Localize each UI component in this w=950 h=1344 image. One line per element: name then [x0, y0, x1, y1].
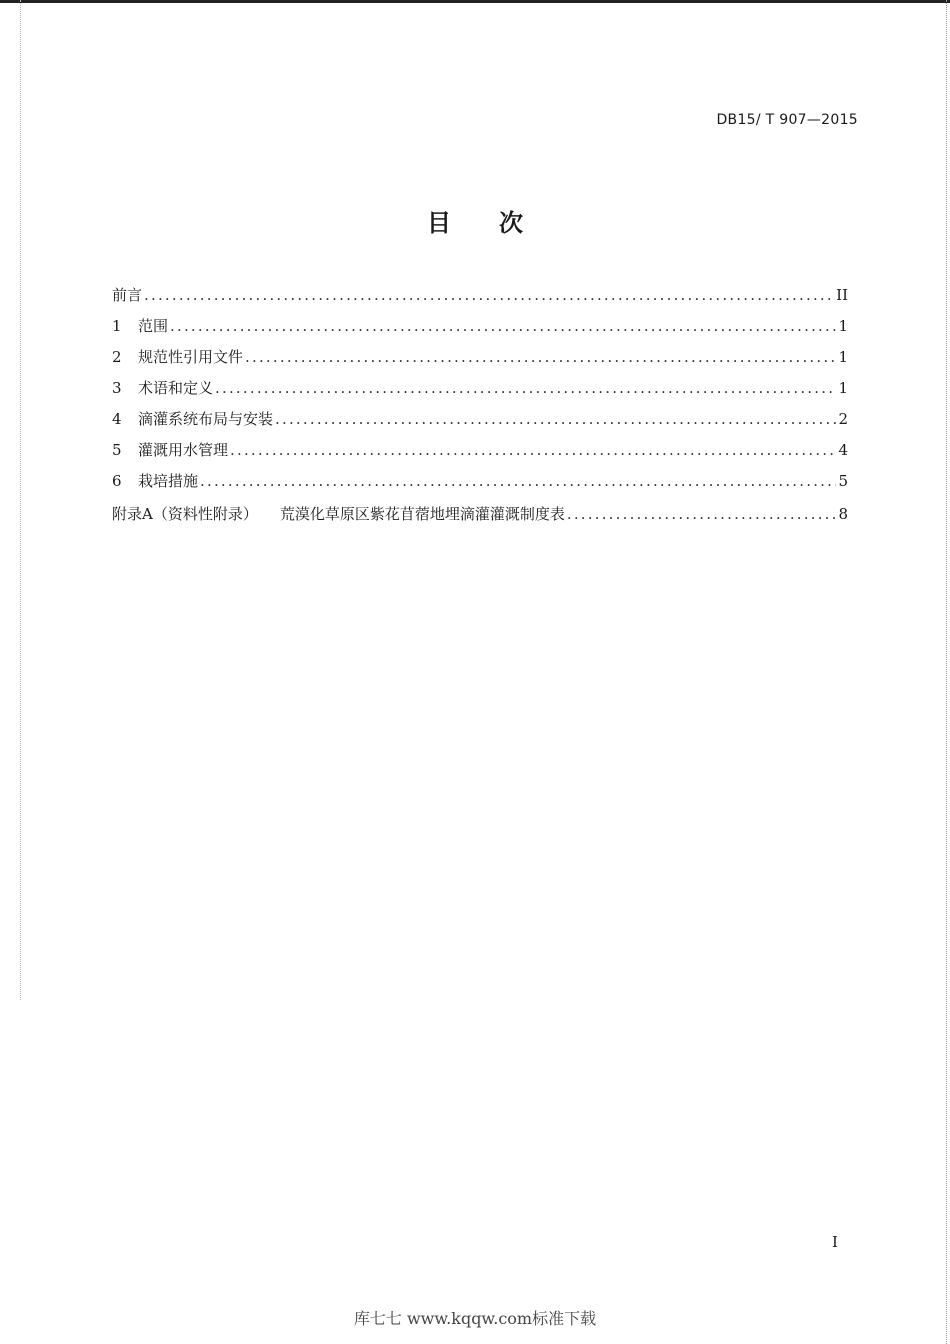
toc-entry-label: 范围 — [138, 317, 169, 335]
dot-leader — [144, 286, 834, 304]
toc-entry-page: 8 — [838, 505, 848, 523]
page-title: 目次 — [427, 208, 571, 237]
toc-entry-page: 1 — [838, 317, 848, 335]
toc-entry-label: 前言 — [112, 286, 143, 304]
toc-entry-page: 4 — [838, 441, 848, 459]
dot-leader — [215, 379, 836, 397]
toc-entry-page: 1 — [838, 348, 848, 366]
toc-entry[interactable] — [112, 377, 848, 408]
toc-entry-page: II — [836, 286, 848, 304]
toc-entry-label: 术语和定义 — [138, 379, 214, 397]
toc-entry-appendix-a[interactable] — [112, 503, 848, 534]
toc-entry[interactable] — [112, 470, 848, 501]
scan-right-edge — [946, 0, 948, 1344]
toc-entry-page: 1 — [838, 379, 848, 397]
dot-leader — [275, 410, 836, 428]
toc-entry-number: 3 — [112, 379, 122, 397]
toc-entry-label: 灌溉用水管理 — [138, 441, 229, 459]
toc-entry-number: 5 — [112, 441, 122, 459]
dot-leader — [245, 348, 836, 366]
dot-leader — [567, 505, 837, 523]
toc-entry-page: 2 — [838, 410, 848, 428]
toc-entry-number: 6 — [112, 472, 122, 490]
dot-leader — [200, 472, 836, 490]
toc-entry-page: 5 — [838, 472, 848, 490]
scan-left-edge — [20, 0, 22, 1000]
toc-entry-label: 栽培措施 — [138, 472, 199, 490]
toc-entry-label: 荒漠化草原区紫花苜蓿地埋滴灌灌溉制度表 — [279, 505, 565, 523]
toc-entry[interactable] — [112, 315, 848, 346]
footer-watermark: 库七七 www.kqqw.com标准下载 — [353, 1309, 597, 1328]
toc-entry-label: 规范性引用文件 — [138, 348, 244, 366]
toc-entry-number: 2 — [112, 348, 122, 366]
toc-entry-number: 4 — [112, 410, 122, 428]
scan-top-border — [0, 0, 950, 3]
toc-entry[interactable] — [112, 346, 848, 377]
page-number: I — [832, 1233, 838, 1251]
toc-entry-number: 1 — [112, 317, 122, 335]
toc-entry[interactable] — [112, 439, 848, 470]
toc-entry[interactable] — [112, 408, 848, 439]
dot-leader — [170, 317, 836, 335]
toc-entry-label: 滴灌系统布局与安装 — [138, 410, 274, 428]
document-number: DB15/ T 907—2015 — [716, 112, 858, 128]
toc-entry-foreword[interactable] — [112, 284, 848, 315]
table-of-contents — [112, 284, 848, 534]
appendix-prefix: 附录A（资料性附录） — [112, 505, 258, 523]
dot-leader — [230, 441, 836, 459]
